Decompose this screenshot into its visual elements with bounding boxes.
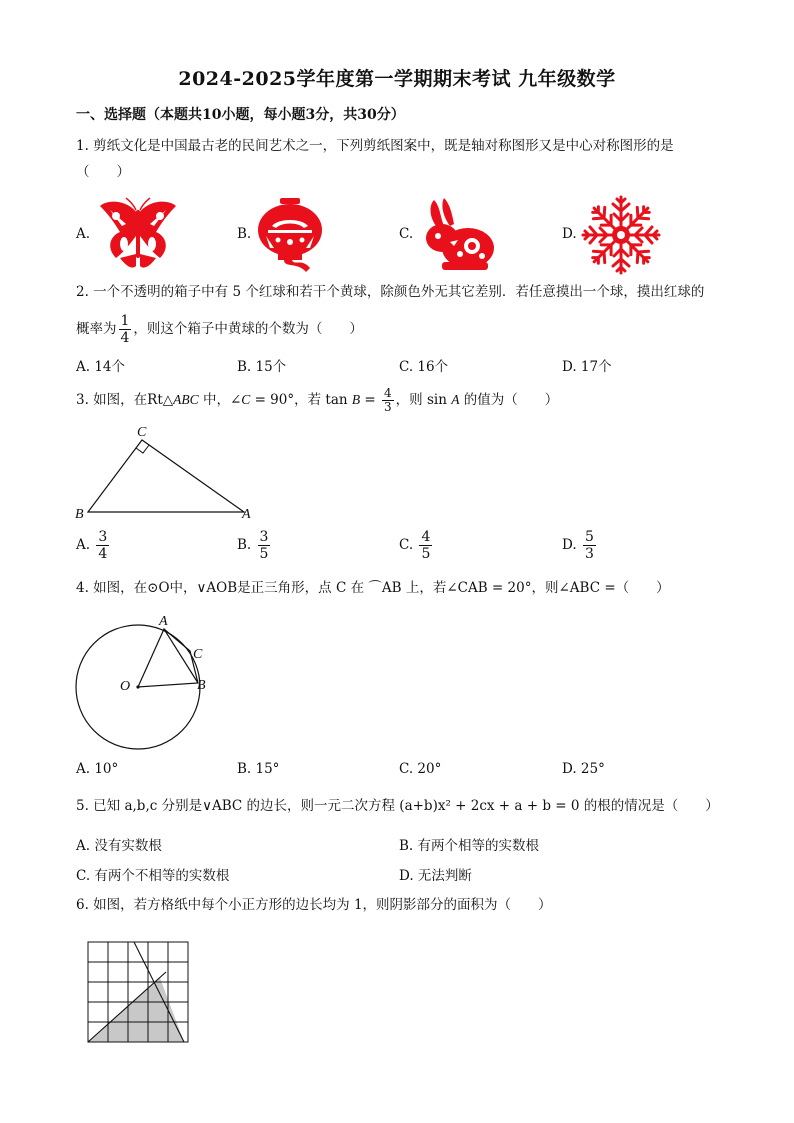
option-label: A. [76, 537, 91, 553]
q3-triangle-figure [70, 420, 270, 524]
point-label-o: O [120, 679, 131, 694]
triangle-abc [88, 440, 244, 512]
q5-stem: 5. 已知 a,b,c 分别是∨ABC 的边长，则一元二次方程 (a+b)x² + 2cx + a + b = 0 的根的情况是（ ） [76, 798, 719, 814]
q3-text: 3. 如图，在Rt△ [76, 392, 174, 408]
q1-stem-line1: 1. 剪纸文化是中国最古老的民间艺术之一，下列剪纸图案中，既是轴对称图形又是中心对称图形的是 [76, 138, 674, 154]
q1-option-a-label: A. [76, 226, 91, 242]
q1-option-d-label: D. [562, 226, 577, 242]
section-heading: 一、选择题（本题共10小题，每小题3分，共30分） [76, 107, 405, 123]
fraction-numerator: 3 [98, 529, 108, 545]
q3-option-d [562, 528, 598, 562]
fraction-denominator: 5 [421, 546, 431, 562]
fraction-numerator: 5 [584, 529, 594, 545]
q3-math: A [451, 392, 460, 407]
option-label: B. [237, 537, 252, 553]
q1-option-b-label: B. [237, 226, 252, 242]
point-label-c: C [193, 647, 203, 662]
q3-option-a [76, 528, 111, 562]
q4-option-d: D. 25° [562, 761, 605, 777]
rabbit-papercut-icon [420, 196, 496, 274]
fraction-numerator: 1 [120, 313, 130, 329]
point-label-b: B [197, 678, 206, 693]
page-title: 2024-2025学年度第一学期期末考试 九年级数学 [178, 68, 616, 90]
q3-math: ABC [173, 392, 199, 407]
q6-stem: 6. 如图，若方格纸中每个小正方形的边长均为 1，则阴影部分的面积为（ ） [76, 897, 552, 913]
butterfly-papercut-icon [96, 196, 180, 272]
q3-text: 的值为（ ） [459, 392, 559, 408]
q4-circle-figure [70, 608, 220, 758]
snowflake-papercut-icon [580, 194, 662, 276]
fraction-denominator: 3 [384, 400, 392, 414]
q3-text: ，则 sin [395, 392, 452, 408]
q6-grid-figure [86, 940, 192, 1046]
fraction-numerator: 4 [421, 529, 431, 545]
option-label: D. [562, 537, 577, 553]
q1-option-c-label: C. [399, 226, 414, 242]
fraction-numerator: 4 [384, 386, 392, 400]
q4-option-a: A. 10° [76, 761, 119, 777]
q2-text: 概率为 [76, 321, 117, 337]
q3-option-b [237, 528, 272, 562]
fraction-denominator: 4 [120, 330, 130, 346]
fraction-denominator: 4 [98, 546, 108, 562]
option-fraction [419, 529, 432, 562]
q3-stem [76, 383, 558, 417]
vertex-label-c: C [137, 425, 147, 440]
q2-option-d: D. 17个 [562, 359, 612, 375]
q4-option-c: C. 20° [399, 761, 442, 777]
q2-option-a: A. 14个 [76, 359, 126, 375]
option-fraction [258, 529, 271, 562]
q2-text: ，则这个箱子中黄球的个数为（ ） [133, 321, 363, 337]
lantern-papercut-icon [254, 196, 326, 274]
point-label-a: A [159, 614, 168, 629]
q1-stem-line2: （ ） [76, 164, 130, 180]
q2-stem-line1: 2. 一个不透明的箱子中有 5 个红球和若干个黄球，除颜色外无其它差别．若任意摸出一个球，摸出红球的 [76, 284, 705, 300]
vertex-label-b: B [75, 507, 84, 522]
q3-tan-fraction [382, 387, 394, 414]
vertex-label-a: A [242, 507, 251, 522]
q3-text: = [360, 392, 381, 408]
q5-option-d: D. 无法判断 [399, 868, 472, 884]
q2-probability-fraction [119, 313, 132, 346]
q2-option-b: B. 15个 [237, 359, 287, 375]
q5-option-b: B. 有两个相等的实数根 [399, 838, 540, 854]
option-fraction [96, 529, 109, 562]
option-label: C. [399, 537, 414, 553]
q3-text: 中，∠ [198, 392, 242, 408]
q5-option-a: A. 没有实数根 [76, 838, 162, 854]
fraction-denominator: 5 [259, 546, 269, 562]
q2-stem-line2 [76, 312, 363, 346]
q5-option-c: C. 有两个不相等的实数根 [76, 868, 230, 884]
q3-math: C [241, 392, 251, 407]
triangle-aob [138, 629, 198, 687]
fraction-denominator: 3 [584, 546, 594, 562]
q3-option-c [399, 528, 434, 562]
q3-math: B [351, 392, 361, 407]
fraction-numerator: 3 [259, 529, 269, 545]
q4-option-b: B. 15° [237, 761, 280, 777]
shaded-region [88, 978, 184, 1042]
q2-option-c: C. 16个 [399, 359, 449, 375]
q4-stem: 4. 如图，在⊙O中，∨AOB是正三角形，点 C 在 ⌒AB 上，若∠CAB = 20°，则∠ABC =（ ） [76, 580, 670, 596]
q3-text: = 90°，若 tan [250, 392, 352, 408]
option-fraction [583, 529, 596, 562]
